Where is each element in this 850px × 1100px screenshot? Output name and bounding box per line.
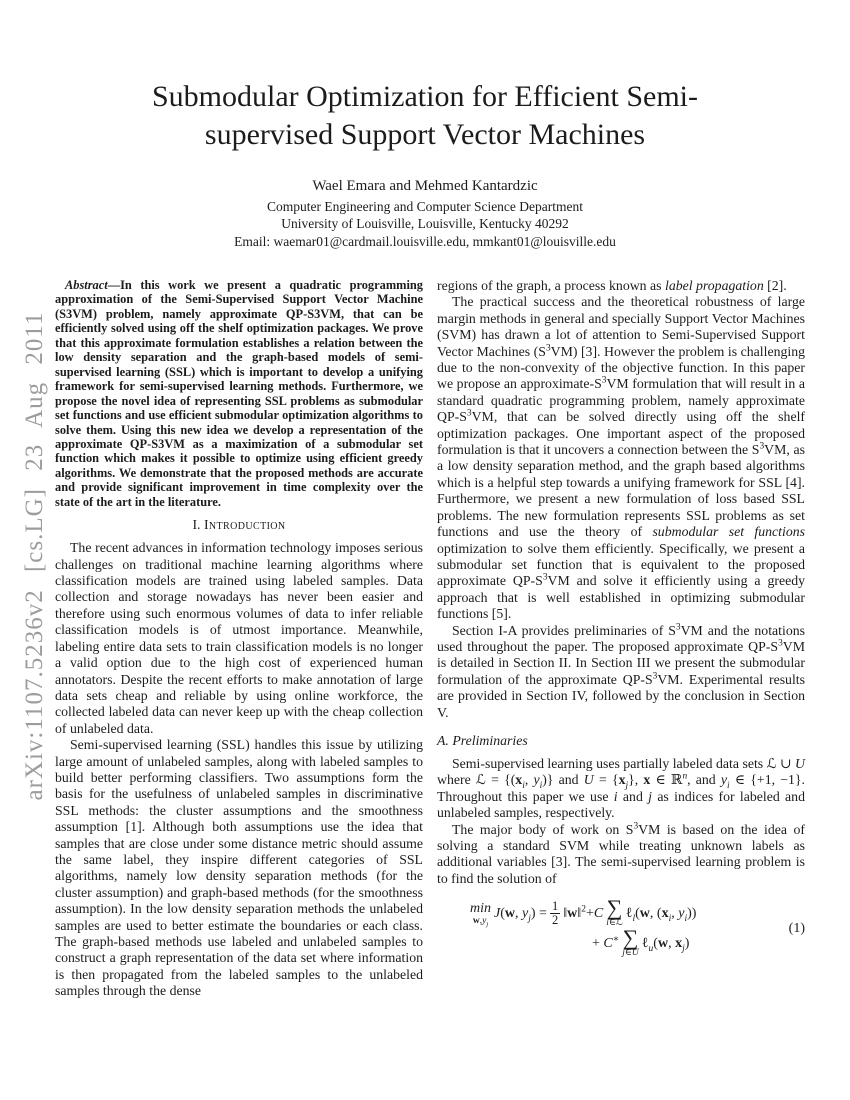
min-operator: min $w,y_j$ — [470, 900, 491, 928]
two-column-body — [55, 278, 805, 1000]
plus-c-star: + C∗ — [592, 934, 620, 951]
equation-line-1 — [467, 895, 767, 928]
equation-body — [437, 895, 767, 959]
intro-paragraph-1: The recent advances in information technology imposes serious challenges on traditional machine learning algorithms where classification models are trained using labeled samples. Data collection and storage nowadays has never been easier and therefore using such enormous volumes of data to infer reliable classification models is of utmost importance. Meanwhile, labeling entire data sets to train classification models is no longer a valid option due to the high cost of experienced human annotators. Despite the recent efforts to make annotation of large data sets cheap and reliable by using online workforce, the collected labeled data can never keep up with the cheap collection of unlabeled data. — [55, 540, 423, 736]
authors-line: Wael Emara and Mehmed Kantardzic — [312, 178, 538, 194]
subsection-number: A. — [437, 732, 449, 748]
column-right — [437, 278, 805, 1000]
section-heading-introduction — [55, 517, 423, 533]
affiliation-university: University of Louisville, Louisville, Kentucky 40292 — [281, 216, 569, 231]
intro-paragraph-2: Semi-supervised learning (SSL) handles this issue by utilizing large amount of unlabeled samples, along with labeled samples to build better performing classifiers. Two assumptions form the basis for the usefulness of unlabeled samples in discriminative SSL methods: the cluster assumptions and the smoothness assumption [1]. Although both assumptions use the idea that samples that are close under some distance metric should assume the same label, they inspire different categories of SSL algorithms, namely low density separation methods (for the cluster assumption) and graph-based methods (for the smoothness assumption). In the low density separation methods the unlabeled samples are used to better estimate the boundaries or each class. The graph-based methods use labeled and unlabeled samples to construct a graph representation of the data set where information is then propagated from the labeled samples to the unlabeled samples through the dense — [55, 737, 423, 999]
preliminaries-paragraph-1: Semi-supervised learning uses partially labeled data sets ℒ ∪ U where ℒ = {($x_i$, $y_i$)} and $U = \{x_j\}$, x ∈ ℝ$^n$, and $y_i$ ∈ {+1, −1}. Throughout this paper we use i and j as indices for labeled and unlabeled samples, respectively. — [437, 755, 806, 821]
section-number: I. — [192, 517, 201, 533]
labeled-loss-term: ℓ$_l$(w, ($x_i$, $y_i$)) — [625, 905, 697, 924]
arxiv-watermark: arXiv:1107.5236v2 [cs.LG] 23 Aug 2011 — [21, 311, 48, 801]
sum-operator-unlabeled: ∑ j∈U — [622, 925, 639, 959]
subsection-heading-preliminaries — [437, 733, 805, 749]
paper-title: Submodular Optimization for Efficient Semi-supervised Support Vector Machines — [151, 80, 698, 151]
authors-block — [0, 178, 850, 250]
equation-line-2 — [592, 925, 767, 959]
preliminaries-paragraph-2: The major body of work on $S^3VM$ is based on the idea of solving a standard SVM while treating unknown labels as additional variables [3]. The semi-supervised learning problem is to find the solution of — [437, 821, 805, 886]
right-paragraph-3: Section I-A provides preliminaries of $S^3VM$ and the notations used throughout the paper. The proposed approximate $QP-S^3VM$ is detailed in Section II. In Section III we present the submodular formulation of the approximate $QP-S^3VM$. Experimental results are provided in Section IV, followed by the conclusion in Section V. — [437, 621, 805, 720]
equation-lhs: J(w, $y_j$) = — [494, 905, 547, 924]
right-paragraph-1: regions of the graph, a process known as label propagation [2]. — [437, 278, 787, 293]
unlabeled-loss-term: ℓ$_u$(w, $x_j$) — [641, 936, 690, 954]
column-left — [55, 278, 423, 1000]
affiliation-department: Computer Engineering and Computer Science Department — [266, 198, 584, 214]
norm-term: ‖w‖$^2$+C — [563, 904, 604, 921]
sum-operator-labeled: ∑ i∈ℒ — [606, 895, 623, 928]
section-title: Introduction — [203, 517, 286, 533]
right-paragraph-2: The practical success and the theoretical robustness of large margin methods in general and specially Support Vector Machines (SVM) has drawn a lot of attention to Semi-Supervised Support Vector Machines $(S^3VM)$ [3]. However the problem is challenging due to the non-convexity of the objective function. In this paper we propose an approximate-$S^3VM$ formulation that will result in a standard quadratic programming problem, namely approximate $QP-S^3VM$, that can be solved directly using off the shelf optimization packages. One important aspect of the proposed formulation is that it uncovers a connection between the $S^3VM$, as a low density separation method, and the graph based algorithms which is a helpful step towards a unifying framework for SSL [4]. Furthermore, we present a new formulation of loss based SSL problems. The new formulation represents SSL problems as set functions and use the theory of submodular set functions optimization to solve them efficiently. Specifically, we present a submodular set function that is equivalent to the proposed approximate $QP-S^3VM$ and solve it efficiently using a greedy approach that is well established in optimizing submodular functions [5]. — [437, 294, 806, 622]
equation-1 — [437, 895, 805, 959]
fraction-one-half: $\frac{1}{2}$ — [551, 899, 559, 928]
subsection-title: Preliminaries — [452, 732, 528, 748]
equation-number: (1) — [788, 920, 805, 936]
email-line: Email: waemar01@cardmail.louisville.edu, mmkant01@louisville.edu — [234, 233, 616, 249]
abstract-paragraph: Abstract—In this work we present a quadratic programming approximation of the Semi-Supervised Support Vector Machine (S3VM) problem, namely approximate QP-S3VM, that can be efficiently solved using off the shelf optimization packages. We prove that this approximate formulation establishes a relation between the low density separation and the graph-based models of semi-supervised learning (SSL) which is important to develop a unifying framework for semi-supervised learning methods. Furthermore, we propose the novel idea of representing SSL problems as submodular set functions and use efficient submodular optimization algorithms to solve them. Using this new idea we develop a representation of the approximate QP-S3VM as a maximization of a submodular set function which makes it possible to optimize using efficient greedy algorithms. We demonstrate that the proposed methods are accurate and provide significant improvement in time complexity over the state of the art in the literature. — [55, 278, 423, 509]
